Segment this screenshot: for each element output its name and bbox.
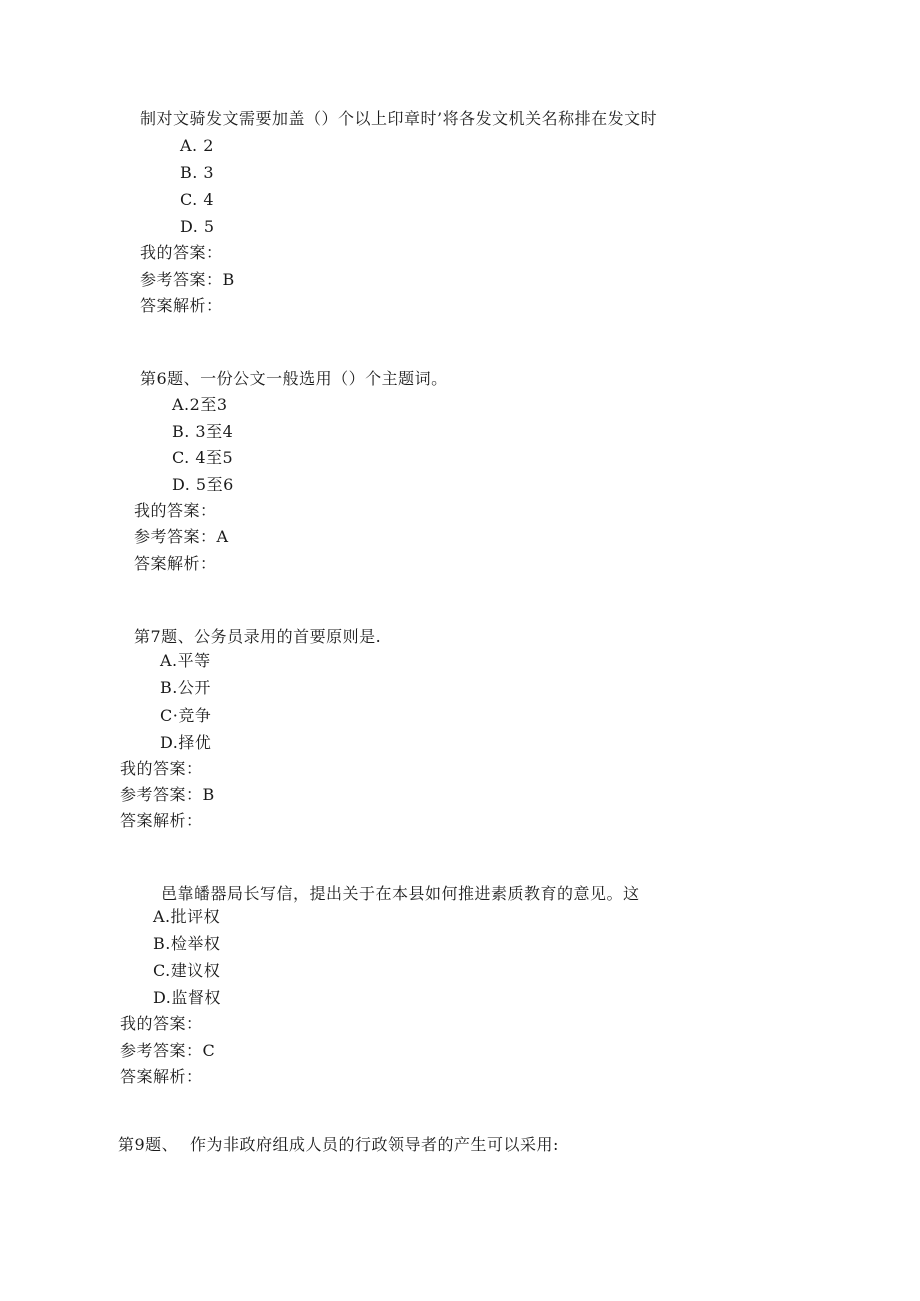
option-c: C. 4至5: [172, 448, 234, 467]
my-answer-label: 我的答案：: [120, 1014, 203, 1033]
reference-answer: 参考答案：B: [120, 785, 215, 804]
option-c: C. 4: [180, 190, 215, 209]
question-stem: 制对文骑发文需要加盖（）个以上印章时’将各发文机关名称排在发文时: [140, 109, 658, 128]
option-d: D.择优: [160, 733, 212, 752]
answer-analysis-label: 答案解析：: [120, 811, 203, 830]
option-c: C.建议权: [153, 961, 221, 980]
option-d: D. 5至6: [172, 475, 234, 494]
answer-analysis-label: 答案解析：: [120, 1067, 203, 1086]
question-stem: 第7题、公务员录用的首要原则是.: [134, 627, 382, 646]
question-stem: 邑靠皤器局长写信，提出关于在本县如何推进素质教育的意见。这: [161, 884, 640, 903]
reference-answer: 参考答案：C: [120, 1041, 216, 1060]
option-a: A.平等: [160, 651, 211, 670]
option-b: B.检举权: [153, 934, 221, 953]
option-b: B.公开: [160, 678, 211, 697]
question-stem: 第6题、一份公文一般选用（）个主题词。: [140, 369, 448, 388]
option-d: D. 5: [180, 217, 215, 236]
option-a: A.批评权: [153, 907, 221, 926]
question-number: 第9题、: [118, 1135, 179, 1154]
option-a: A.2至3: [172, 395, 228, 414]
answer-analysis-label: 答案解析：: [140, 296, 223, 315]
option-c: C·竞争: [160, 706, 212, 725]
option-b: B. 3: [180, 163, 215, 182]
my-answer-label: 我的答案：: [134, 501, 217, 520]
option-a: A. 2: [180, 136, 214, 155]
option-b: B. 3至4: [172, 422, 234, 441]
answer-analysis-label: 答案解析：: [134, 554, 217, 573]
my-answer-label: 我的答案：: [120, 759, 203, 778]
question-stem: 作为非政府组成人员的行政领导者的产生可以采用:: [190, 1135, 559, 1154]
reference-answer: 参考答案：B: [140, 270, 235, 289]
reference-answer: 参考答案：A: [134, 527, 229, 546]
option-d: D.监督权: [153, 988, 221, 1007]
my-answer-label: 我的答案：: [140, 243, 223, 262]
